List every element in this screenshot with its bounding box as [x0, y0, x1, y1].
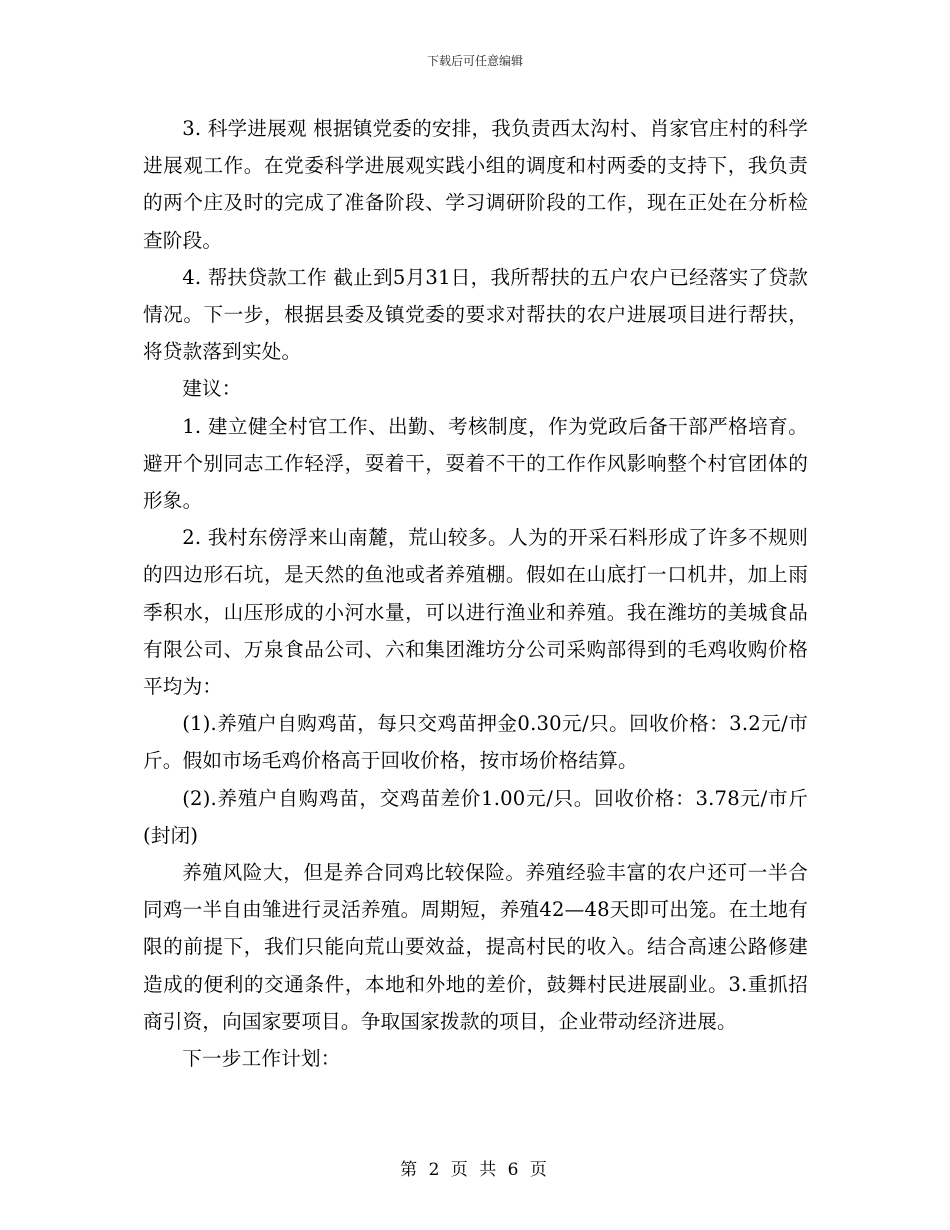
page-number-footer: 第 2 页 共 6 页	[400, 1160, 550, 1180]
document-body	[143, 110, 808, 1077]
paragraph-suggestion-1: 1. 建立健全村官工作、出勤、考核制度，作为党政后备干部严格培育。避开个别同志工作轻浮，耍着干，耍着不干的工作作风影响整个村官团体的形象。	[143, 414, 808, 513]
paragraph-loan-work: 4. 帮扶贷款工作 截止到5月31日，我所帮扶的五户农户已经落实了贷款情况。下一步，根据县委及镇党委的要求对帮扶的农户进展项目进行帮扶，将贷款落到实处。	[143, 265, 808, 364]
paragraph-science-outlook: 3. 科学进展观 根据镇党委的安排，我负责西太沟村、肖家官庄村的科学进展观工作。在党委科学进展观实践小组的调度和村两委的支持下，我负责的两个庄及时的完成了准备阶段、学习调研阶段的工作，现在正处在分析检查阶段。	[143, 117, 808, 252]
paragraph-price-option-2: (2).养殖户自购鸡苗，交鸡苗差价1.00元/只。回收价格：3.78元/市斤(封闭)	[143, 786, 808, 847]
paragraph-suggestions-heading: 建议：	[182, 377, 242, 401]
paragraph-price-option-1: (1).养殖户自购鸡苗，每只交鸡苗押金0.30元/只。回收价格：3.2元/市斤。假如市场毛鸡价格高于回收价格，按市场价格结算。	[143, 712, 808, 773]
paragraph-breeding-risk: 养殖风险大，但是养合同鸡比较保险。养殖经验丰富的农户还可一半合同鸡一半自由雏进行灵活养殖。周期短，养殖42—48天即可出笼。在土地有限的前提下，我们只能向荒山要效益，提高村民的收入。结合高速公路修建造成的便利的交通条件，本地和外地的差价，鼓舞村民进展副业。3.重抓招商引资，向国家要项目。争取国家拨款的项目，企业带动经济进展。	[143, 861, 808, 1033]
paragraph-next-plan-heading: 下一步工作计划：	[182, 1047, 341, 1071]
header-note: 下载后可任意编辑	[426, 54, 523, 68]
paragraph-suggestion-2: 2. 我村东傍浮来山南麓，荒山较多。人为的开采石料形成了许多不规则的四边形石坑，是天然的鱼池或者养殖棚。假如在山底打一口机井，加上雨季积水，山压形成的小河水量，可以进行渔业和养殖。我在潍坊的美城食品有限公司、万泉食品公司、六和集团潍坊分公司采购部得到的毛鸡收购价格平均为：	[143, 526, 808, 699]
